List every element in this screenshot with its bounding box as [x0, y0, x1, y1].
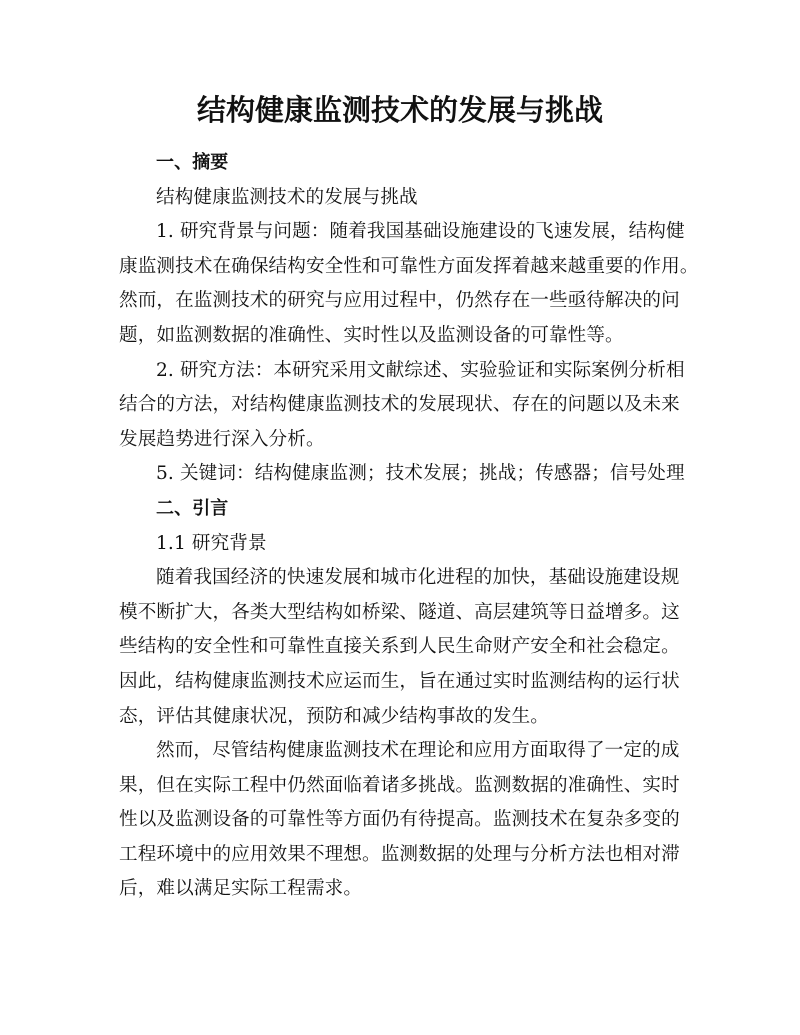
paragraph-line: 些结构的安全性和可靠性直接关系到人民生命财产安全和社会稳定。	[119, 636, 680, 658]
paragraph-line: 发展趋势进行深入分析。	[119, 428, 325, 450]
paragraph-line: 然而，尽管结构健康监测技术在理论和应用方面取得了一定的成	[156, 740, 680, 762]
paragraph-line: 结构健康监测技术的发展与挑战	[156, 186, 418, 208]
paragraph-line: 题，如监测数据的准确性、实时性以及监测设备的可靠性等。	[119, 324, 624, 346]
paragraph-line: 性以及监测设备的可靠性等方面仍有待提高。监测技术在复杂多变的	[119, 809, 680, 831]
page-title: 结构健康监测技术的发展与挑战	[196, 93, 603, 127]
keywords-line: 5. 关键词：结构健康监测；技术发展；挑战；传感器；信号处理	[156, 463, 685, 485]
section-heading-introduction: 二、引言	[156, 497, 229, 519]
paragraph-line: 2. 研究方法：本研究采用文献综述、实验验证和实际案例分析相	[156, 359, 685, 381]
paragraph-line: 结合的方法，对结构健康监测技术的发展现状、存在的问题以及未来	[119, 394, 680, 416]
paragraph-line: 后，难以满足实际工程需求。	[119, 878, 363, 900]
subsection-heading-background: 1.1 研究背景	[156, 532, 267, 554]
paragraph-line: 1. 研究背景与问题：随着我国基础设施建设的飞速发展，结构健	[156, 221, 685, 243]
paragraph-line: 随着我国经济的快速发展和城市化进程的加快，基础设施建设规	[156, 567, 680, 589]
paragraph-line: 工程环境中的应用效果不理想。监测数据的处理与分析方法也相对滞	[119, 843, 680, 865]
document-body	[119, 146, 699, 907]
paragraph-line: 然而，在监测技术的研究与应用过程中，仍然存在一些亟待解决的问	[119, 290, 680, 312]
section-heading-abstract: 一、摘要	[156, 152, 229, 173]
paragraph-line: 康监测技术在确保结构安全性和可靠性方面发挥着越来越重要的作用。	[119, 255, 699, 277]
paragraph-line: 因此，结构健康监测技术应运而生，旨在通过实时监测结构的运行状	[119, 670, 680, 692]
paragraph-line: 果，但在实际工程中仍然面临着诸多挑战。监测数据的准确性、实时	[119, 774, 680, 796]
paragraph-line: 态，评估其健康状况，预防和减少结构事故的发生。	[119, 705, 549, 727]
paragraph-line: 模不断扩大，各类大型结构如桥梁、隧道、高层建筑等日益增多。这	[119, 601, 680, 623]
